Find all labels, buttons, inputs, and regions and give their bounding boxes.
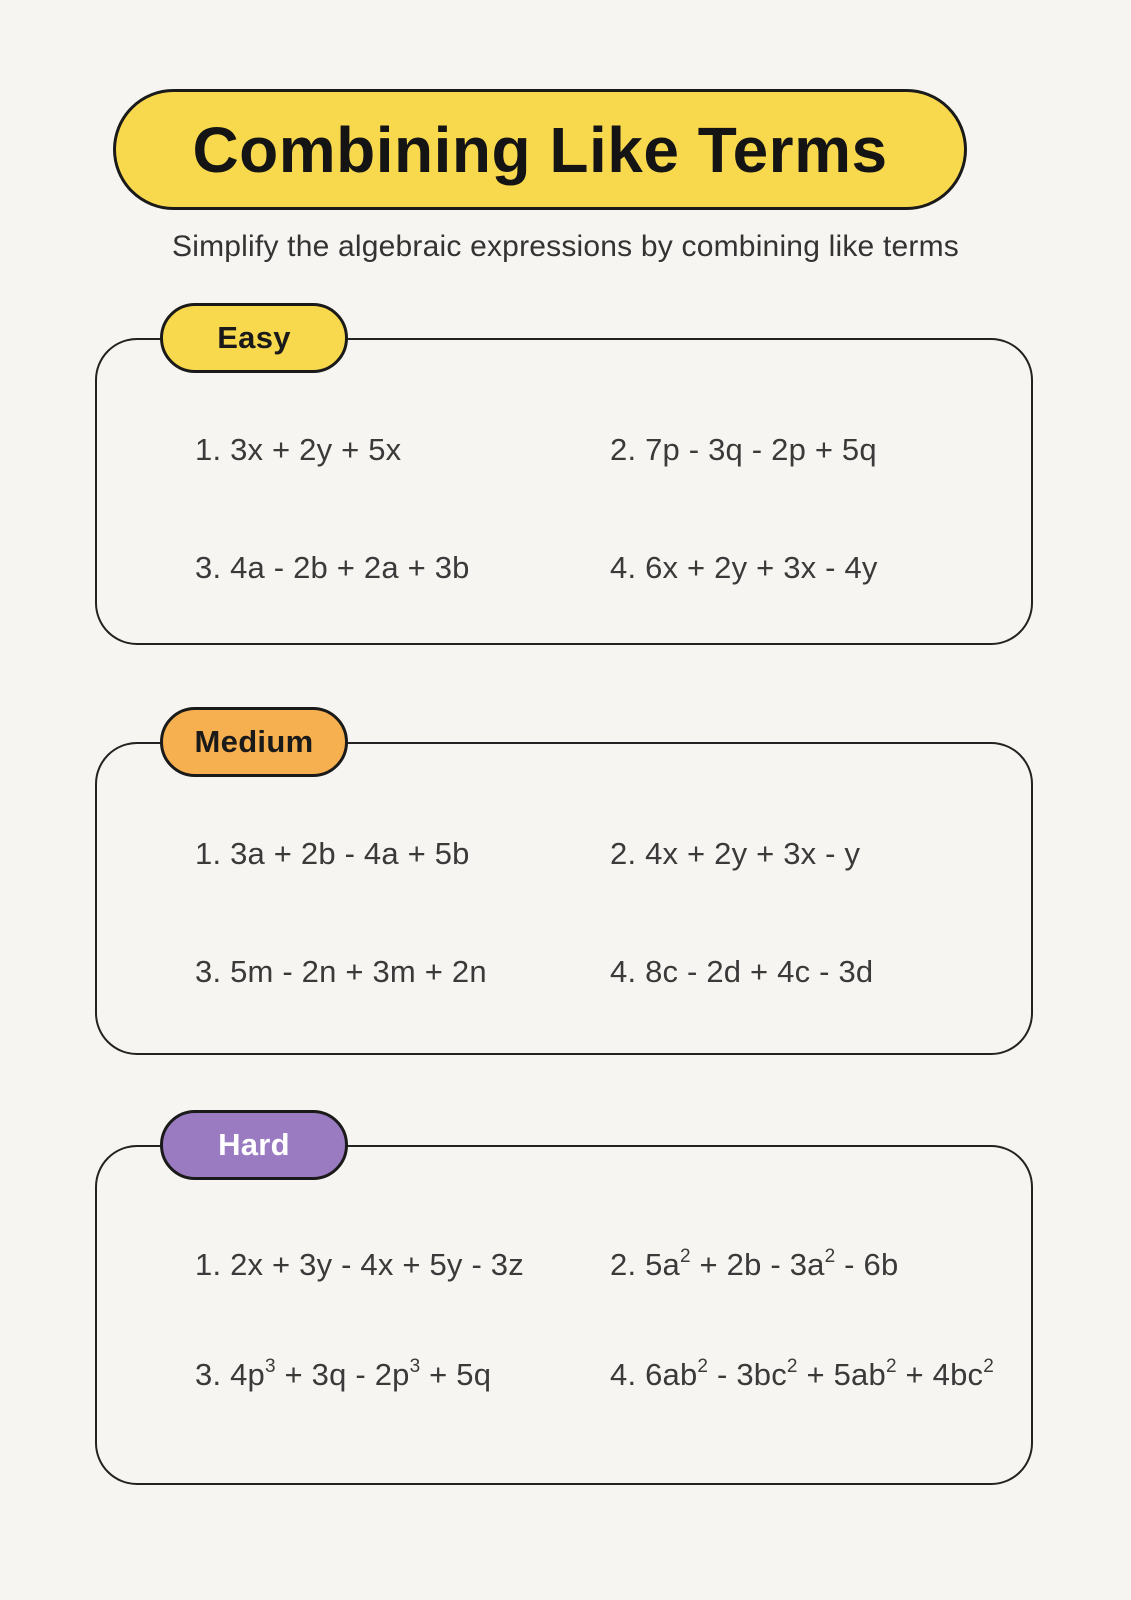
problem-expression: 2. $5a^2 + 2b - 3a^2 - 6b$ [610, 1245, 899, 1282]
problems-grid [97, 744, 1031, 990]
section-medium-box [95, 742, 1033, 1055]
problem-expression: 2. 4x + 2y + 3x - y [610, 836, 861, 871]
problems-grid [97, 340, 1031, 586]
problem-expression: 2. 7p - 3q - 2p + 5q [610, 432, 877, 467]
section-hard-label: Hard [218, 1127, 290, 1162]
section-hard-pill [160, 1110, 348, 1180]
section-hard [95, 1110, 1033, 1485]
section-hard-box [95, 1145, 1033, 1485]
section-medium-label: Medium [194, 724, 314, 759]
problem-expression: 4. 8c - 2d + 4c - 3d [610, 954, 874, 989]
section-easy [95, 303, 1033, 645]
problem-expression: 3. 4a - 2b + 2a + 3b [195, 550, 470, 585]
section-easy-label: Easy [217, 320, 291, 355]
problem-expression: 4. 6x + 2y + 3x - 4y [610, 550, 878, 585]
page-subtitle: Simplify the algebraic expressions by combining like terms [172, 230, 959, 263]
section-medium-pill [160, 707, 348, 777]
section-medium [95, 707, 1033, 1055]
problems-grid [97, 1147, 1031, 1393]
problem-expression: 4. $6ab^2 - 3bc^2 + 5ab^2 + 4bc^2$ [610, 1355, 995, 1392]
section-easy-pill [160, 303, 348, 373]
title-pill [113, 89, 967, 210]
problem-expression: 1. 2x + 3y - 4x + 5y - 3z [195, 1247, 524, 1282]
section-easy-box [95, 338, 1033, 645]
problem-expression: 1. 3a + 2b - 4a + 5b [195, 836, 470, 871]
problem-expression: 3. $4p^3 + 3q - 2p^3 + 5q$ [195, 1355, 492, 1392]
problem-expression: 3. 5m - 2n + 3m + 2n [195, 954, 487, 989]
page-title: Combining Like Terms [192, 113, 888, 186]
problem-expression: 1. 3x + 2y + 5x [195, 432, 402, 467]
